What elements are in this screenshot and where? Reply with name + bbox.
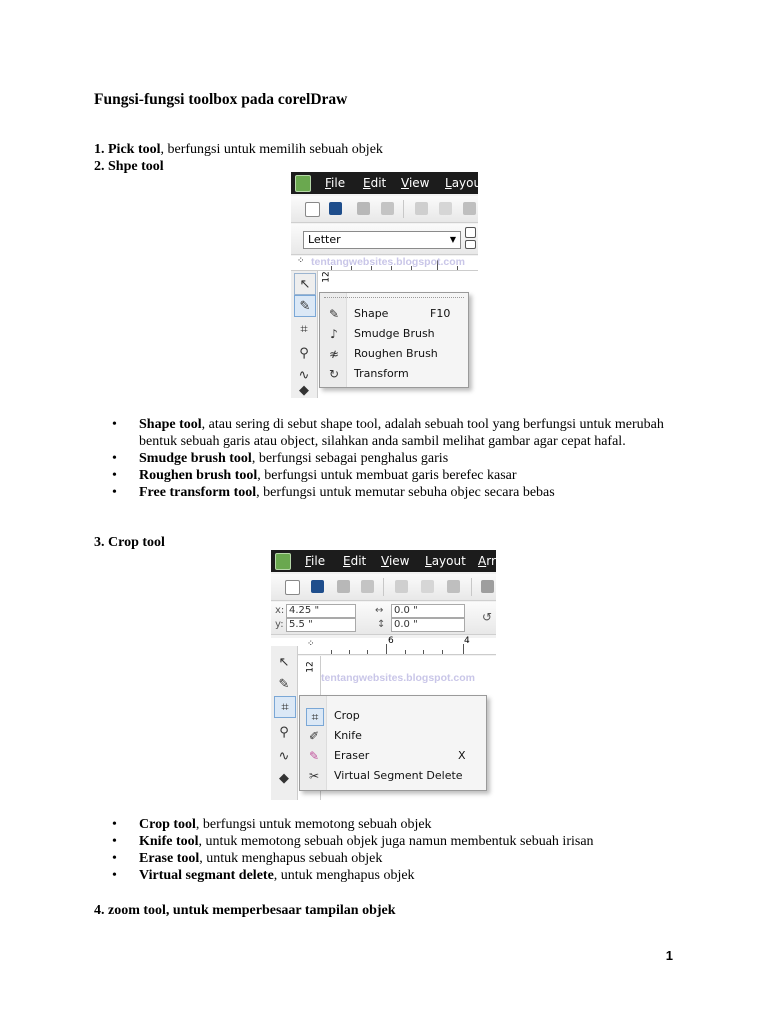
toolbar-separator (383, 578, 384, 596)
paste-icon[interactable] (463, 202, 476, 215)
list-item-desc: , untuk memotong sebuah objek juga namun membentuk sebuah irisan (198, 834, 594, 849)
ruler-number: 6 (388, 636, 394, 646)
crop-tool-screenshot (271, 550, 496, 800)
toolbox (271, 646, 298, 800)
bullet: • (112, 834, 117, 849)
pick-tool-icon[interactable]: ↖ (294, 273, 316, 295)
menu-file[interactable]: File (305, 554, 326, 568)
menu-arrange[interactable]: Arr (478, 554, 496, 568)
x-label: x: (275, 605, 285, 616)
cut-icon[interactable] (415, 202, 428, 215)
shape-tool-flyout (319, 292, 469, 388)
coreldraw-app-icon (275, 553, 291, 570)
zoom-tool-icon[interactable]: ⚲ (299, 345, 309, 361)
ruler-tick (405, 650, 406, 654)
bullet: • (112, 851, 117, 866)
menu-layout[interactable]: Layout (425, 554, 466, 568)
list-item (112, 450, 672, 467)
ruler-tick (423, 650, 424, 654)
bullet: • (112, 868, 117, 883)
virtual-segment-delete-icon: ✂ (308, 769, 320, 783)
x-position-field[interactable]: 4.25 " (286, 604, 356, 618)
zoom-tool-icon[interactable]: ⚲ (279, 724, 289, 740)
item-zoom-tool (94, 902, 396, 919)
y-position-field[interactable]: 5.5 " (286, 618, 356, 632)
height-field[interactable]: 0.0 " (391, 618, 465, 632)
flyout-grip (324, 297, 464, 298)
list-item-desc: , berfungsi untuk memotong sebuah objek (195, 817, 432, 832)
document-title: Fungsi-fungsi toolbox pada corelDraw (94, 91, 348, 108)
width-field[interactable]: 0.0 " (391, 604, 465, 618)
menu-view[interactable]: View (381, 554, 410, 568)
flyout-label: Smudge Brush (354, 327, 435, 340)
page-number: 1 (665, 948, 673, 963)
ruler-origin-icon: ⁘ (297, 256, 305, 266)
item-crop-tool-label: 3. Crop tool (94, 535, 165, 550)
menu-view[interactable]: View (401, 176, 430, 190)
standard-toolbar (291, 196, 478, 223)
landscape-icon[interactable] (465, 240, 476, 249)
toolbar-separator (471, 578, 472, 596)
menu-bar (271, 550, 496, 572)
print-icon[interactable] (381, 202, 394, 215)
item-pick-tool-label: 1. Pick tool (94, 142, 161, 157)
flyout-item-knife[interactable] (300, 726, 486, 746)
list-item-term: Roughen brush tool (139, 468, 258, 483)
crop-tool-flyout (299, 695, 487, 791)
list-item (112, 833, 672, 850)
menu-edit[interactable]: Edit (343, 554, 367, 568)
watermark: tentangwebsites.blogspot.com (321, 672, 476, 684)
flyout-label: Transform (354, 367, 409, 380)
item-pick-tool (94, 141, 383, 158)
transform-icon: ↻ (328, 367, 340, 381)
flyout-item-smudge-brush[interactable] (320, 324, 468, 344)
ruler-tick (349, 650, 350, 654)
shape-tool-icon[interactable]: ✎ (278, 676, 290, 692)
cut-icon[interactable] (395, 580, 408, 593)
height-icon: ↕ (377, 619, 386, 630)
vertical-ruler-label: 12 (305, 661, 316, 673)
flyout-label: Shape (354, 307, 389, 320)
list-item (112, 867, 672, 884)
shape-icon: ✎ (328, 307, 340, 321)
copy-icon[interactable] (421, 580, 434, 593)
menu-file[interactable]: File (325, 176, 346, 190)
toolbox (291, 271, 318, 398)
flyout-shortcut: F10 (430, 307, 451, 320)
shape-tool-icon[interactable]: ✎ (294, 295, 316, 317)
list-item-term: Knife tool (139, 834, 199, 849)
bullet: • (112, 485, 117, 500)
rotate-icon[interactable]: ↺ (482, 610, 493, 624)
bullet: • (112, 817, 117, 832)
item-zoom-tool-label: 4. zoom tool, untuk memperbesaar tampilan objek (94, 903, 396, 918)
flyout-label: Crop (334, 709, 360, 722)
flyout-item-eraser[interactable] (300, 746, 486, 766)
flyout-item-crop[interactable] (300, 706, 486, 726)
property-bar (271, 602, 496, 635)
new-document-icon[interactable] (285, 580, 300, 595)
bullet: • (112, 417, 117, 432)
item-pick-tool-desc: , berfungsi untuk memilih sebuah objek (160, 142, 383, 157)
flyout-item-roughen-brush[interactable] (320, 344, 468, 364)
knife-icon: ✐ (308, 729, 320, 743)
undo-icon[interactable] (481, 580, 494, 593)
list-item-term: Crop tool (139, 817, 196, 832)
list-item-desc: , berfungsi untuk memutar sebuha objec secara bebas (256, 485, 555, 500)
paste-icon[interactable] (447, 580, 460, 593)
roughen-brush-icon: ≉ (328, 347, 340, 361)
eraser-icon: ✎ (308, 749, 320, 763)
flyout-item-shape[interactable] (320, 304, 468, 324)
smudge-brush-icon: ♪ (330, 327, 338, 341)
list-item (112, 416, 672, 450)
width-icon: ↔ (375, 605, 384, 616)
print-icon[interactable] (361, 580, 374, 593)
freehand-tool-icon[interactable]: ∿ (278, 748, 290, 764)
list-item-desc: , berfungsi sebagai penghalus garis (251, 451, 449, 466)
item-crop-tool-heading (94, 534, 165, 551)
menu-bar (291, 172, 482, 194)
list-item-term: Shape tool (139, 417, 202, 432)
chevron-down-icon: ▼ (449, 235, 456, 244)
crop-tool-icon[interactable]: ⌗ (300, 321, 308, 337)
flyout-label: Roughen Brush (354, 347, 438, 360)
ruler-number: 4 (464, 636, 470, 646)
item-shape-tool-heading (94, 158, 164, 175)
shape-tools-list (112, 416, 672, 501)
pick-tool-icon[interactable]: ↖ (278, 654, 290, 670)
list-item-term: Free transform tool (139, 485, 257, 500)
flyout-shortcut: X (458, 749, 466, 762)
list-item-desc: , untuk menghapus sebuah objek (199, 851, 383, 866)
ruler-origin-icon: ⁘ (307, 639, 315, 649)
list-item-desc: , berfungsi untuk membuat garis berefec kasar (257, 468, 517, 483)
property-bar (291, 224, 478, 255)
list-item-term: Erase tool (139, 851, 200, 866)
smart-fill-icon[interactable]: ◆ (299, 382, 309, 398)
coreldraw-app-icon (295, 175, 311, 192)
copy-icon[interactable] (439, 202, 452, 215)
ruler-tick (331, 650, 332, 654)
toolbar-separator (403, 200, 404, 218)
paper-size-value: Letter (308, 233, 341, 246)
list-item-desc: , untuk menghapus objek (273, 868, 415, 883)
bullet: • (112, 451, 117, 466)
ruler-tick (367, 650, 368, 654)
save-icon[interactable] (357, 202, 370, 215)
crop-tool-icon[interactable]: ⌗ (274, 696, 296, 718)
ruler-tick (463, 644, 464, 654)
flyout-label: Virtual Segment Delete (334, 769, 463, 782)
bullet: • (112, 468, 117, 483)
ruler-tick (442, 650, 443, 654)
item-shape-tool-label: 2. Shpe tool (94, 159, 164, 174)
crop-tools-list (112, 816, 672, 884)
flyout-item-virtual-segment-delete[interactable] (300, 766, 486, 786)
new-document-icon[interactable] (305, 202, 320, 217)
flyout-label: Eraser (334, 749, 370, 762)
list-item (112, 816, 672, 833)
list-item-desc: , atau sering di sebut shape tool, adalah sebuah tool yang berfungsi untuk merubah bentuk sebuah garis atau object, silahkan anda sambil melihat gambar agar cepat hafal. (139, 417, 664, 449)
y-label: y: (275, 619, 284, 630)
smart-fill-icon[interactable]: ◆ (279, 770, 289, 786)
flyout-item-transform[interactable] (320, 364, 468, 384)
paper-size-select[interactable] (303, 231, 461, 249)
list-item-term: Virtual segmant delete (139, 868, 274, 883)
save-icon[interactable] (337, 580, 350, 593)
list-item-term: Smudge brush tool (139, 451, 252, 466)
open-folder-icon[interactable] (329, 202, 342, 215)
list-item (112, 850, 672, 867)
standard-toolbar (271, 574, 496, 601)
horizontal-ruler (271, 638, 496, 655)
shape-tool-screenshot (291, 172, 482, 398)
ruler-tick (386, 644, 387, 654)
menu-layout[interactable]: Layou (445, 176, 482, 190)
watermark: tentangwebsites.blogspot.com (311, 256, 466, 268)
crop-icon: ⌗ (306, 708, 324, 726)
vertical-ruler-label: 12 (321, 271, 332, 283)
freehand-tool-icon[interactable]: ∿ (298, 367, 310, 383)
flyout-label: Knife (334, 729, 362, 742)
list-item (112, 484, 672, 501)
menu-edit[interactable]: Edit (363, 176, 387, 190)
open-folder-icon[interactable] (311, 580, 324, 593)
portrait-icon[interactable] (465, 227, 476, 238)
list-item (112, 467, 672, 484)
